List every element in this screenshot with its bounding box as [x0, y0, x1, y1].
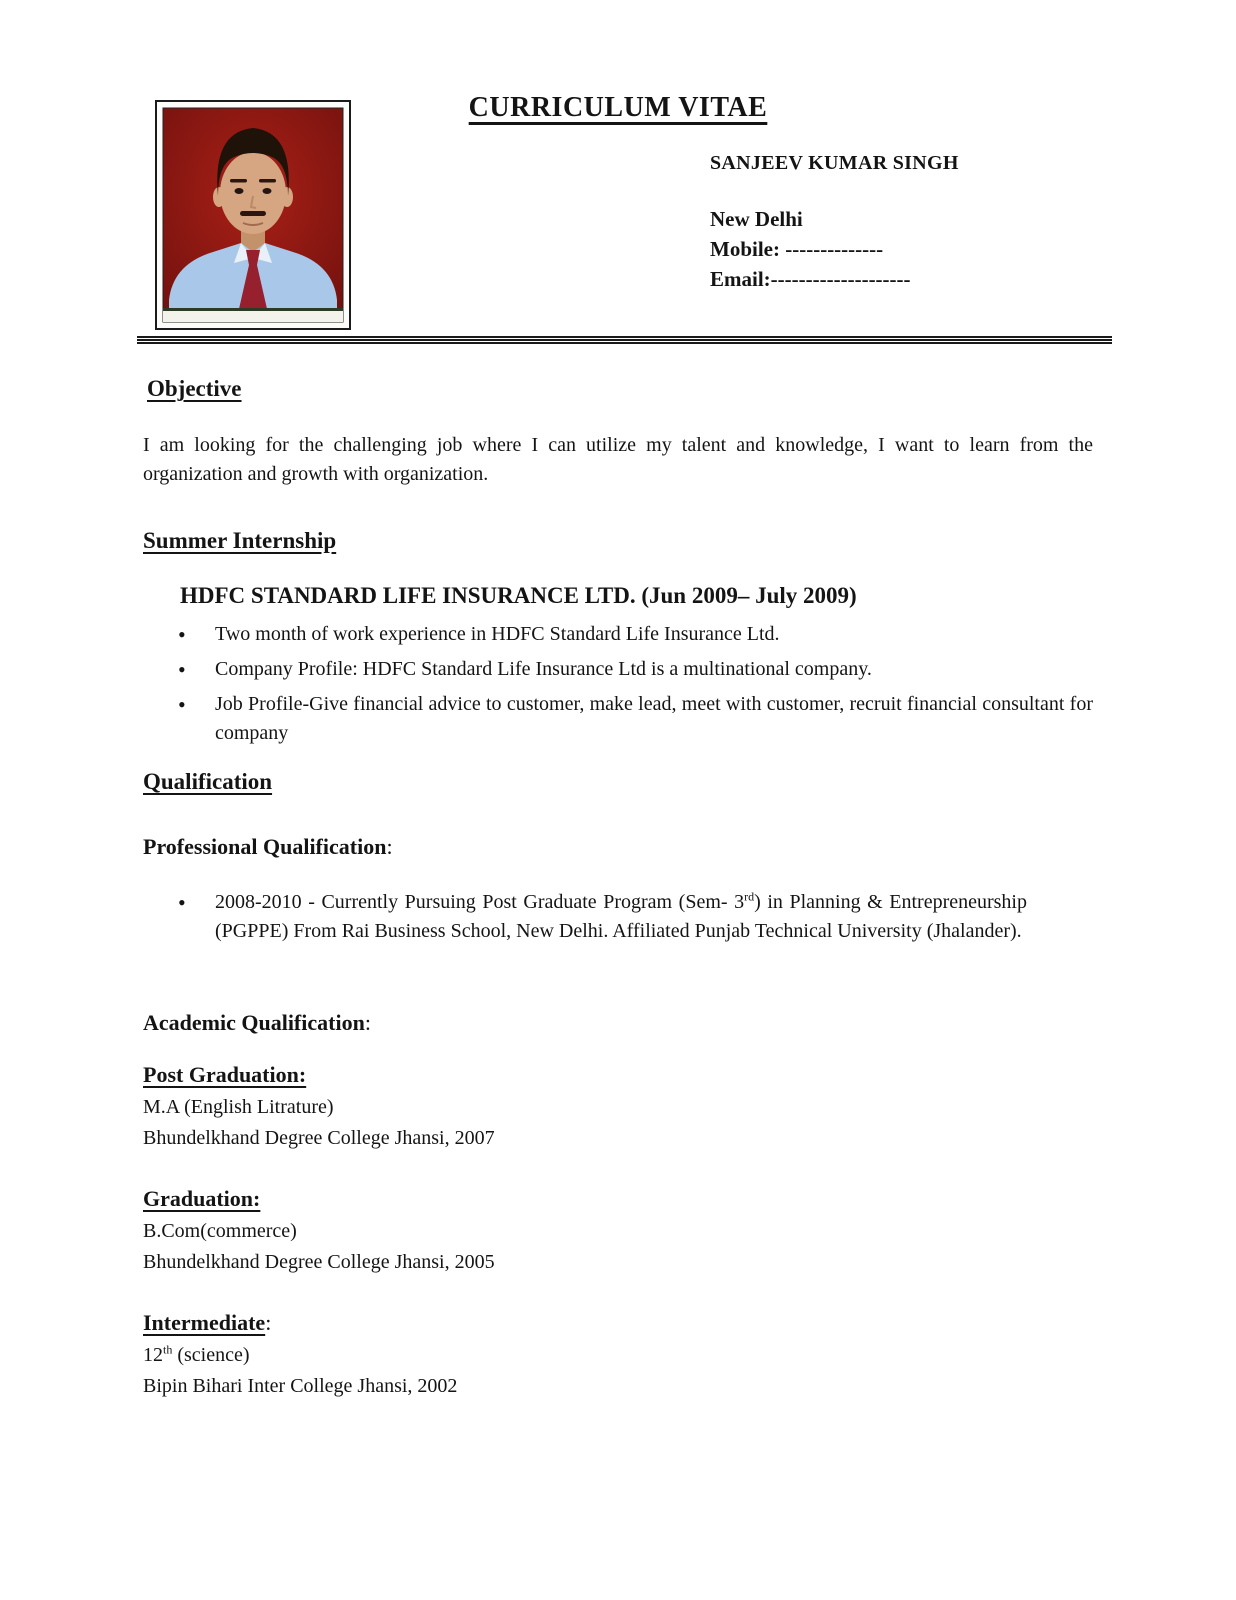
internship-bullet: • Two month of work experience in HDFC Standard Life Insurance Ltd.	[215, 620, 1093, 649]
contact-city: New Delhi	[710, 207, 803, 231]
contact-block	[710, 152, 959, 294]
internship-bullet: • Company Profile: HDFC Standard Life Insurance Ltd is a multinational company.	[215, 655, 1093, 684]
photo-bottom-edge-line	[163, 308, 343, 311]
contact-mobile: Mobile: --------------	[710, 237, 884, 261]
internship-company: HDFC STANDARD LIFE INSURANCE LTD. (Jun 2009– July 2009)	[180, 583, 857, 608]
internship-bullet-list	[143, 620, 1093, 748]
professional-qualification-heading: Professional Qualification:	[143, 834, 393, 859]
candidate-name: SANJEEV KUMAR SINGH	[710, 152, 959, 174]
person-eye-left	[235, 188, 244, 194]
header	[0, 0, 1236, 345]
education-entry-intermediate	[143, 1308, 1093, 1402]
education-institution: Bhundelkhand Degree College Jhansi, 2007	[143, 1127, 495, 1149]
education-institution: Bipin Bihari Inter College Jhansi, 2002	[143, 1375, 458, 1397]
education-entry-title: Post Graduation:	[143, 1062, 307, 1087]
education-degree: 12th (science)	[143, 1342, 250, 1366]
objective-heading: Objective	[147, 376, 242, 401]
person-eyebrow-right	[259, 179, 276, 183]
candidate-photo-drawing	[155, 100, 351, 330]
photo-bottom-strip	[163, 311, 343, 322]
education-entry-post-graduation	[143, 1060, 1093, 1154]
professional-qualification-list	[143, 888, 1093, 946]
professional-qualification-bullet: • 2008-2010 - Currently Pursuing Post Graduate Program (Sem- 3rd) in Planning & Entrepreneurship (PGPPE) From Rai Business School, New Delhi. Affiliated Punjab Technical University (Jhalander).	[215, 888, 1027, 946]
contact-email: Email:--------------------	[710, 267, 911, 291]
education-degree: M.A (English Litrature)	[143, 1096, 334, 1118]
academic-qualification-heading: Academic Qualification:	[143, 1010, 371, 1035]
education-entry-title: Intermediate:	[143, 1310, 272, 1335]
education-degree: B.Com(commerce)	[143, 1220, 297, 1242]
content	[0, 373, 1236, 1402]
education-entry-title: Graduation:	[143, 1186, 261, 1211]
person-eye-right	[263, 188, 272, 194]
qualification-heading: Qualification	[143, 769, 273, 794]
objective-text: I am looking for the challenging job where I can utilize my talent and knowledge, I want to learn from the organization and growth with organization.	[143, 434, 1093, 485]
person-eyebrow-left	[230, 179, 247, 183]
education-entry-graduation	[143, 1184, 1093, 1278]
candidate-photo	[155, 100, 351, 330]
internship-bullet: • Job Profile-Give financial advice to customer, make lead, meet with customer, recruit financial consultant for company	[215, 690, 1093, 748]
person-face	[220, 152, 286, 234]
person-mustache	[240, 211, 266, 216]
internship-heading: Summer Internship	[143, 528, 337, 553]
page-title-text: CURRICULUM VITAE	[468, 92, 768, 123]
education-institution: Bhundelkhand Degree College Jhansi, 2005	[143, 1251, 495, 1273]
header-divider	[137, 336, 1112, 344]
